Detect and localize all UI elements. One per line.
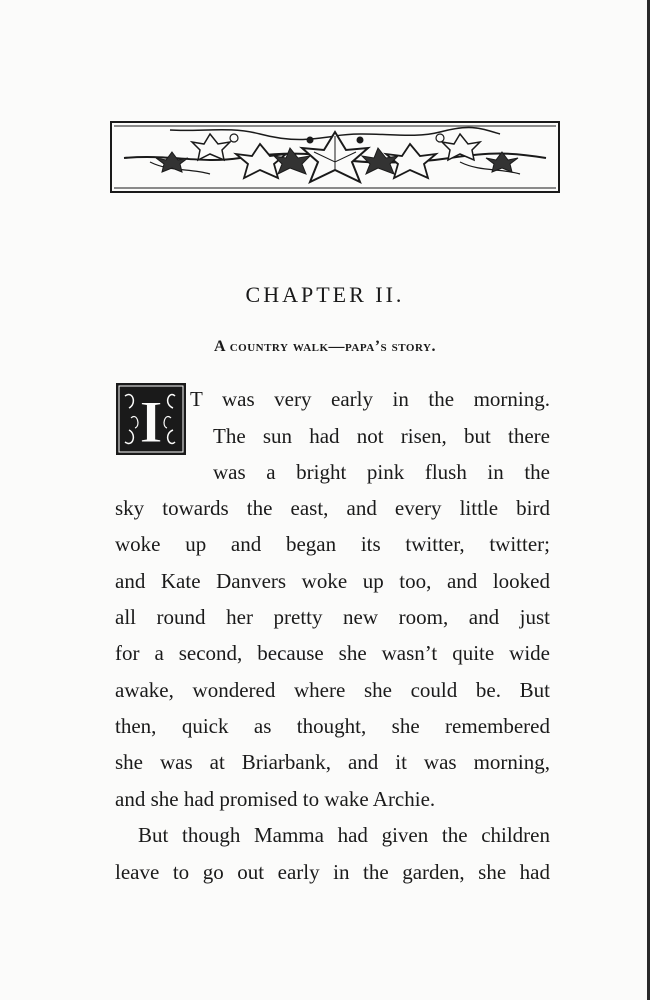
text-line: all round her pretty new room, and just: [115, 605, 550, 629]
ornamental-drop-cap: [115, 382, 187, 456]
text-line: woke up and began its twitter, twitter;: [115, 532, 550, 556]
text-line: and she had promised to wake Archie.: [115, 787, 436, 811]
text-line: she was at Briarbank, and it was morning,: [115, 750, 550, 774]
chapter-title: CHAPTER II.: [245, 282, 405, 307]
text-line: The sun had not risen, but there: [213, 424, 550, 448]
text-line: But though Mamma had given the children: [138, 823, 550, 847]
text-line: T was very early in the morning.: [190, 387, 550, 411]
text-line: and Kate Danvers woke up too, and looked: [115, 569, 550, 593]
text-line: for a second, because she wasn’t quite wide: [115, 641, 550, 665]
chapter-subtitle: A country walk—papa’s story.: [214, 338, 436, 355]
drop-cap-letter: I: [139, 389, 163, 455]
text-line: awake, wondered where she could be. But: [115, 678, 550, 702]
text-line: then, quick as thought, she remembered: [115, 714, 550, 738]
ivy-headpiece-ornament: [110, 118, 560, 196]
text-line: was a bright pink flush in the: [213, 460, 550, 484]
text-line: leave to go out early in the garden, she had: [115, 860, 550, 884]
text-line: sky towards the east, and every little bird: [115, 496, 550, 520]
